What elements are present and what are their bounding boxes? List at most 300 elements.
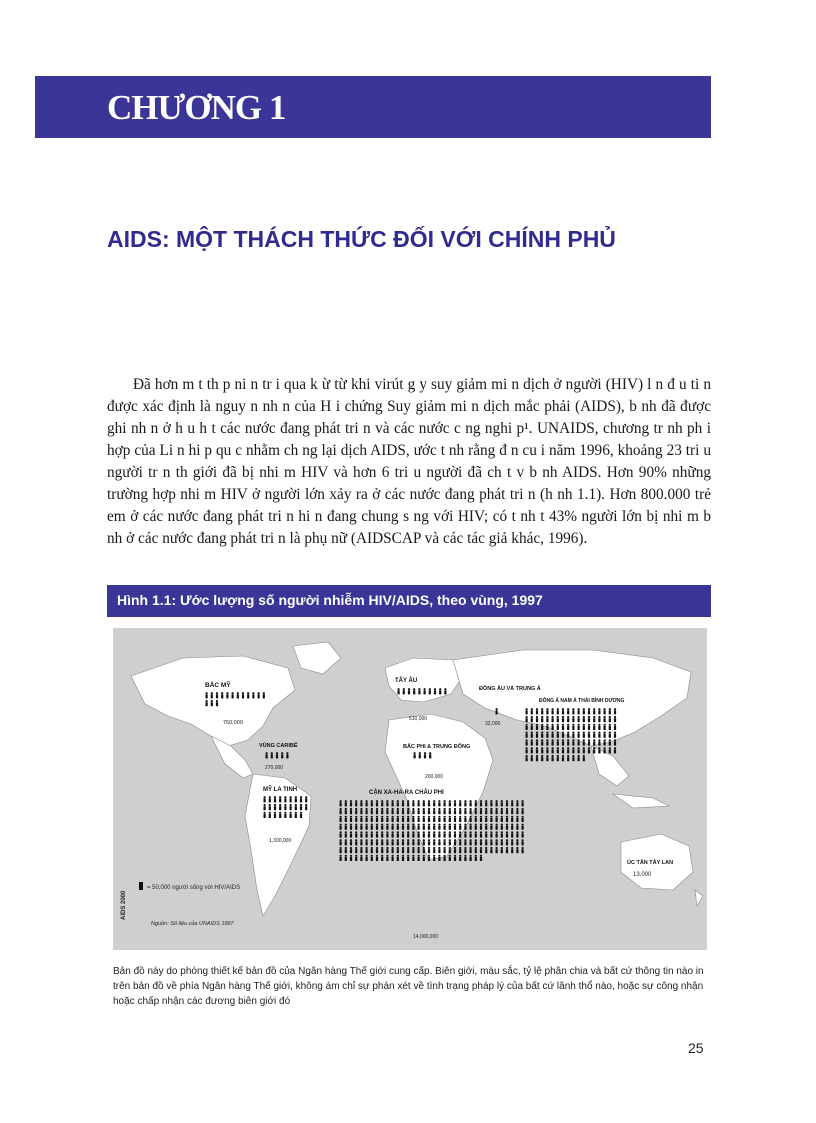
person-icon bbox=[567, 724, 569, 730]
person-icon bbox=[552, 724, 554, 730]
chapter-banner bbox=[35, 76, 711, 138]
person-icon bbox=[350, 800, 352, 806]
person-icon bbox=[340, 855, 342, 861]
person-icon bbox=[562, 739, 564, 745]
person-icon bbox=[454, 855, 456, 861]
person-icon bbox=[418, 839, 420, 845]
person-icon bbox=[350, 831, 352, 837]
person-icon bbox=[428, 824, 430, 830]
person-icon bbox=[264, 796, 266, 802]
person-icon bbox=[609, 716, 611, 722]
person-icon bbox=[355, 816, 357, 822]
person-icon bbox=[386, 839, 388, 845]
person-icon bbox=[496, 824, 498, 830]
person-icon bbox=[281, 752, 283, 758]
person-icon bbox=[295, 804, 297, 810]
person-icon bbox=[609, 747, 611, 753]
person-icon bbox=[567, 716, 569, 722]
person-icon bbox=[541, 747, 543, 753]
person-icon bbox=[536, 724, 538, 730]
person-icon bbox=[269, 812, 271, 818]
figure-title-banner bbox=[107, 585, 711, 617]
person-icon bbox=[398, 688, 400, 694]
region-value-australia: 13,000 bbox=[633, 872, 652, 878]
person-icon bbox=[496, 816, 498, 822]
person-icon bbox=[536, 716, 538, 722]
person-icon bbox=[480, 824, 482, 830]
person-icon bbox=[345, 839, 347, 845]
person-icon bbox=[371, 800, 373, 806]
person-icon bbox=[237, 692, 239, 698]
person-icon bbox=[583, 724, 585, 730]
person-icon bbox=[428, 831, 430, 837]
person-icon bbox=[516, 847, 518, 853]
person-icon bbox=[604, 716, 606, 722]
person-icon bbox=[526, 732, 528, 738]
person-icon bbox=[444, 824, 446, 830]
person-icon bbox=[345, 816, 347, 822]
person-icon bbox=[360, 800, 362, 806]
person-icon bbox=[522, 839, 524, 845]
person-icon bbox=[355, 839, 357, 845]
person-icon bbox=[593, 732, 595, 738]
person-icon bbox=[366, 847, 368, 853]
person-icon bbox=[402, 808, 404, 814]
person-icon bbox=[459, 800, 461, 806]
person-icon bbox=[438, 847, 440, 853]
person-icon bbox=[598, 739, 600, 745]
person-icon bbox=[418, 800, 420, 806]
person-icon bbox=[562, 732, 564, 738]
person-icon bbox=[593, 708, 595, 714]
person-icon bbox=[438, 831, 440, 837]
person-icon bbox=[541, 755, 543, 761]
person-icon bbox=[593, 716, 595, 722]
person-icon bbox=[578, 739, 580, 745]
person-icon bbox=[286, 752, 288, 758]
person-icon bbox=[546, 724, 548, 730]
person-icon bbox=[562, 708, 564, 714]
person-icon bbox=[429, 688, 431, 694]
person-icon bbox=[433, 816, 435, 822]
region-name-western-europe: TÂY ÂU bbox=[395, 678, 418, 684]
person-icon bbox=[470, 808, 472, 814]
person-icon bbox=[345, 855, 347, 861]
person-icon bbox=[397, 800, 399, 806]
person-icon bbox=[522, 824, 524, 830]
person-icon bbox=[598, 716, 600, 722]
person-icon bbox=[295, 796, 297, 802]
person-icon bbox=[552, 708, 554, 714]
person-icon bbox=[439, 688, 441, 694]
person-icon bbox=[526, 708, 528, 714]
person-icon bbox=[438, 855, 440, 861]
person-icon bbox=[572, 755, 574, 761]
person-icon bbox=[464, 831, 466, 837]
person-icon bbox=[386, 831, 388, 837]
person-icon bbox=[480, 839, 482, 845]
person-icon bbox=[464, 808, 466, 814]
person-icon bbox=[485, 816, 487, 822]
person-icon bbox=[541, 739, 543, 745]
person-icon bbox=[454, 800, 456, 806]
person-icon bbox=[360, 831, 362, 837]
map-side-label: AIDS 2000 bbox=[121, 890, 127, 920]
person-icon bbox=[402, 824, 404, 830]
person-icon bbox=[418, 808, 420, 814]
person-icon bbox=[572, 724, 574, 730]
person-icon bbox=[381, 800, 383, 806]
person-icon bbox=[459, 824, 461, 830]
person-icon bbox=[475, 808, 477, 814]
person-icon bbox=[433, 808, 435, 814]
person-icon bbox=[444, 847, 446, 853]
person-icon bbox=[397, 855, 399, 861]
person-icon bbox=[366, 808, 368, 814]
person-icon bbox=[279, 804, 281, 810]
person-icon bbox=[381, 808, 383, 814]
person-icon bbox=[376, 831, 378, 837]
person-icon bbox=[360, 847, 362, 853]
person-icon bbox=[350, 839, 352, 845]
person-icon bbox=[490, 824, 492, 830]
person-icon bbox=[552, 732, 554, 738]
person-icon bbox=[526, 739, 528, 745]
legend-person-icon bbox=[139, 882, 143, 890]
person-icon bbox=[424, 752, 426, 758]
person-icon bbox=[557, 747, 559, 753]
person-icon bbox=[433, 855, 435, 861]
person-icon bbox=[490, 808, 492, 814]
person-icon bbox=[392, 831, 394, 837]
person-icon bbox=[360, 855, 362, 861]
person-icon bbox=[531, 739, 533, 745]
person-icon bbox=[572, 708, 574, 714]
person-icon bbox=[464, 855, 466, 861]
person-icon bbox=[376, 808, 378, 814]
person-icon bbox=[305, 796, 307, 802]
person-icon bbox=[371, 855, 373, 861]
hiv-world-map bbox=[113, 628, 707, 950]
person-icon bbox=[407, 855, 409, 861]
person-icon bbox=[418, 831, 420, 837]
person-icon bbox=[496, 847, 498, 853]
person-icon bbox=[593, 724, 595, 730]
person-icon bbox=[588, 724, 590, 730]
person-icon bbox=[470, 839, 472, 845]
person-icon bbox=[614, 739, 616, 745]
person-icon bbox=[355, 800, 357, 806]
person-icon bbox=[428, 816, 430, 822]
person-icon bbox=[490, 839, 492, 845]
person-icon bbox=[522, 808, 524, 814]
person-icon bbox=[614, 724, 616, 730]
page-number: 25 bbox=[688, 1040, 704, 1056]
person-icon bbox=[419, 752, 421, 758]
person-icon bbox=[381, 847, 383, 853]
person-icon bbox=[511, 847, 513, 853]
person-icon bbox=[407, 816, 409, 822]
person-icon bbox=[423, 831, 425, 837]
person-icon bbox=[464, 839, 466, 845]
person-icon bbox=[444, 839, 446, 845]
region-name-north-africa: BẮC PHI & TRUNG ĐÔNG bbox=[403, 744, 471, 750]
person-icon bbox=[511, 800, 513, 806]
person-icon bbox=[583, 716, 585, 722]
region-name-sub-saharan-africa: CẬN XA-HA-RA CHÂU PHI bbox=[369, 790, 444, 796]
person-icon bbox=[480, 800, 482, 806]
person-icon bbox=[496, 831, 498, 837]
person-icon bbox=[454, 808, 456, 814]
person-icon bbox=[381, 816, 383, 822]
person-icon bbox=[454, 839, 456, 845]
person-icon bbox=[444, 688, 446, 694]
person-icon bbox=[501, 824, 503, 830]
person-icon bbox=[381, 855, 383, 861]
person-icon bbox=[402, 816, 404, 822]
person-icon bbox=[386, 808, 388, 814]
person-icon bbox=[345, 831, 347, 837]
person-icon bbox=[541, 724, 543, 730]
region-value-latin-america: 1,300,000 bbox=[269, 838, 292, 844]
person-icon bbox=[258, 692, 260, 698]
person-icon bbox=[552, 747, 554, 753]
person-icon bbox=[290, 804, 292, 810]
person-icon bbox=[604, 724, 606, 730]
person-icon bbox=[516, 816, 518, 822]
person-icon bbox=[350, 824, 352, 830]
person-icon bbox=[381, 824, 383, 830]
person-icon bbox=[449, 808, 451, 814]
person-icon bbox=[355, 831, 357, 837]
person-icon bbox=[412, 847, 414, 853]
person-icon bbox=[609, 708, 611, 714]
person-icon bbox=[470, 800, 472, 806]
person-icon bbox=[546, 755, 548, 761]
person-icon bbox=[274, 796, 276, 802]
person-icon bbox=[578, 708, 580, 714]
person-icon bbox=[541, 732, 543, 738]
person-icon bbox=[522, 816, 524, 822]
person-icon bbox=[598, 732, 600, 738]
person-icon bbox=[407, 808, 409, 814]
person-icon bbox=[516, 839, 518, 845]
person-icon bbox=[501, 800, 503, 806]
person-icon bbox=[470, 855, 472, 861]
person-icon bbox=[392, 816, 394, 822]
person-icon bbox=[438, 808, 440, 814]
person-icon bbox=[402, 800, 404, 806]
person-icon bbox=[444, 800, 446, 806]
person-icon bbox=[371, 816, 373, 822]
person-icon bbox=[423, 800, 425, 806]
person-icon bbox=[340, 839, 342, 845]
person-icon bbox=[552, 739, 554, 745]
person-icon bbox=[501, 847, 503, 853]
person-icon bbox=[583, 708, 585, 714]
person-icon bbox=[350, 816, 352, 822]
person-icon bbox=[423, 808, 425, 814]
person-icon bbox=[506, 839, 508, 845]
person-icon bbox=[412, 824, 414, 830]
person-icon bbox=[506, 816, 508, 822]
person-icon bbox=[340, 808, 342, 814]
person-icon bbox=[371, 831, 373, 837]
person-icon bbox=[522, 831, 524, 837]
person-icon bbox=[340, 800, 342, 806]
person-icon bbox=[360, 808, 362, 814]
person-icon bbox=[604, 708, 606, 714]
person-icon bbox=[397, 824, 399, 830]
person-icon bbox=[557, 739, 559, 745]
person-icon bbox=[407, 847, 409, 853]
person-icon bbox=[459, 831, 461, 837]
person-icon bbox=[284, 796, 286, 802]
person-icon bbox=[506, 831, 508, 837]
person-icon bbox=[567, 739, 569, 745]
person-icon bbox=[423, 855, 425, 861]
person-icon bbox=[496, 839, 498, 845]
person-icon bbox=[459, 816, 461, 822]
person-icon bbox=[464, 816, 466, 822]
person-icon bbox=[454, 816, 456, 822]
person-icon bbox=[546, 739, 548, 745]
person-icon bbox=[516, 800, 518, 806]
person-icon bbox=[464, 847, 466, 853]
person-icon bbox=[552, 716, 554, 722]
person-icon bbox=[408, 688, 410, 694]
person-icon bbox=[366, 824, 368, 830]
person-icon bbox=[511, 808, 513, 814]
person-icon bbox=[485, 824, 487, 830]
person-icon bbox=[536, 755, 538, 761]
person-icon bbox=[376, 816, 378, 822]
person-icon bbox=[407, 800, 409, 806]
person-icon bbox=[350, 847, 352, 853]
person-icon bbox=[438, 816, 440, 822]
person-icon bbox=[454, 831, 456, 837]
person-icon bbox=[290, 796, 292, 802]
person-icon bbox=[449, 800, 451, 806]
person-icon bbox=[531, 755, 533, 761]
person-icon bbox=[355, 855, 357, 861]
person-icon bbox=[546, 708, 548, 714]
person-icon bbox=[480, 847, 482, 853]
person-icon bbox=[300, 796, 302, 802]
person-icon bbox=[392, 839, 394, 845]
person-icon bbox=[536, 732, 538, 738]
person-icon bbox=[557, 724, 559, 730]
person-icon bbox=[376, 847, 378, 853]
person-icon bbox=[402, 847, 404, 853]
person-icon bbox=[381, 831, 383, 837]
person-icon bbox=[449, 855, 451, 861]
person-icon bbox=[295, 812, 297, 818]
person-icon bbox=[433, 839, 435, 845]
person-icon bbox=[614, 716, 616, 722]
map-source: Nguồn: Số liệu của UNAIDS 1997 bbox=[151, 921, 234, 927]
person-icon bbox=[516, 808, 518, 814]
person-icon bbox=[501, 816, 503, 822]
person-icon bbox=[371, 808, 373, 814]
person-icon bbox=[300, 804, 302, 810]
person-icon bbox=[588, 747, 590, 753]
person-icon bbox=[536, 708, 538, 714]
person-icon bbox=[531, 747, 533, 753]
person-icon bbox=[350, 808, 352, 814]
person-icon bbox=[531, 708, 533, 714]
region-name-australia: ÚC TÂN TÂY LAN bbox=[627, 860, 674, 866]
person-icon bbox=[423, 847, 425, 853]
person-icon bbox=[536, 739, 538, 745]
region-value-caribbean: 270,000 bbox=[265, 765, 284, 771]
person-icon bbox=[490, 800, 492, 806]
region-value-western-europe: 510,000 bbox=[409, 716, 428, 722]
person-icon bbox=[418, 847, 420, 853]
person-icon bbox=[433, 824, 435, 830]
person-icon bbox=[360, 839, 362, 845]
person-icon bbox=[485, 847, 487, 853]
person-icon bbox=[428, 847, 430, 853]
person-icon bbox=[371, 847, 373, 853]
person-icon bbox=[206, 700, 208, 706]
person-icon bbox=[345, 847, 347, 853]
person-icon bbox=[541, 716, 543, 722]
person-icon bbox=[562, 747, 564, 753]
person-icon bbox=[412, 808, 414, 814]
person-icon bbox=[531, 724, 533, 730]
person-icon bbox=[433, 847, 435, 853]
person-icon bbox=[464, 824, 466, 830]
person-icon bbox=[444, 855, 446, 861]
person-icon bbox=[480, 808, 482, 814]
person-icon bbox=[412, 831, 414, 837]
person-icon bbox=[397, 831, 399, 837]
person-icon bbox=[263, 692, 265, 698]
person-icon bbox=[501, 808, 503, 814]
person-icon bbox=[480, 831, 482, 837]
person-icon bbox=[588, 716, 590, 722]
person-icon bbox=[350, 855, 352, 861]
person-icon bbox=[216, 692, 218, 698]
person-icon bbox=[449, 816, 451, 822]
person-icon bbox=[475, 847, 477, 853]
person-icon bbox=[511, 816, 513, 822]
person-icon bbox=[418, 824, 420, 830]
person-icon bbox=[392, 808, 394, 814]
person-icon bbox=[449, 831, 451, 837]
person-icon bbox=[433, 831, 435, 837]
person-icon bbox=[459, 808, 461, 814]
person-icon bbox=[360, 824, 362, 830]
person-icon bbox=[345, 824, 347, 830]
person-icon bbox=[552, 755, 554, 761]
person-icon bbox=[567, 755, 569, 761]
person-icon bbox=[490, 816, 492, 822]
person-icon bbox=[454, 824, 456, 830]
person-icon bbox=[604, 732, 606, 738]
person-icon bbox=[490, 847, 492, 853]
person-icon bbox=[279, 812, 281, 818]
person-icon bbox=[386, 855, 388, 861]
person-icon bbox=[274, 804, 276, 810]
person-icon bbox=[376, 839, 378, 845]
person-icon bbox=[572, 716, 574, 722]
person-icon bbox=[412, 855, 414, 861]
person-icon bbox=[609, 724, 611, 730]
person-icon bbox=[412, 839, 414, 845]
person-icon bbox=[264, 812, 266, 818]
